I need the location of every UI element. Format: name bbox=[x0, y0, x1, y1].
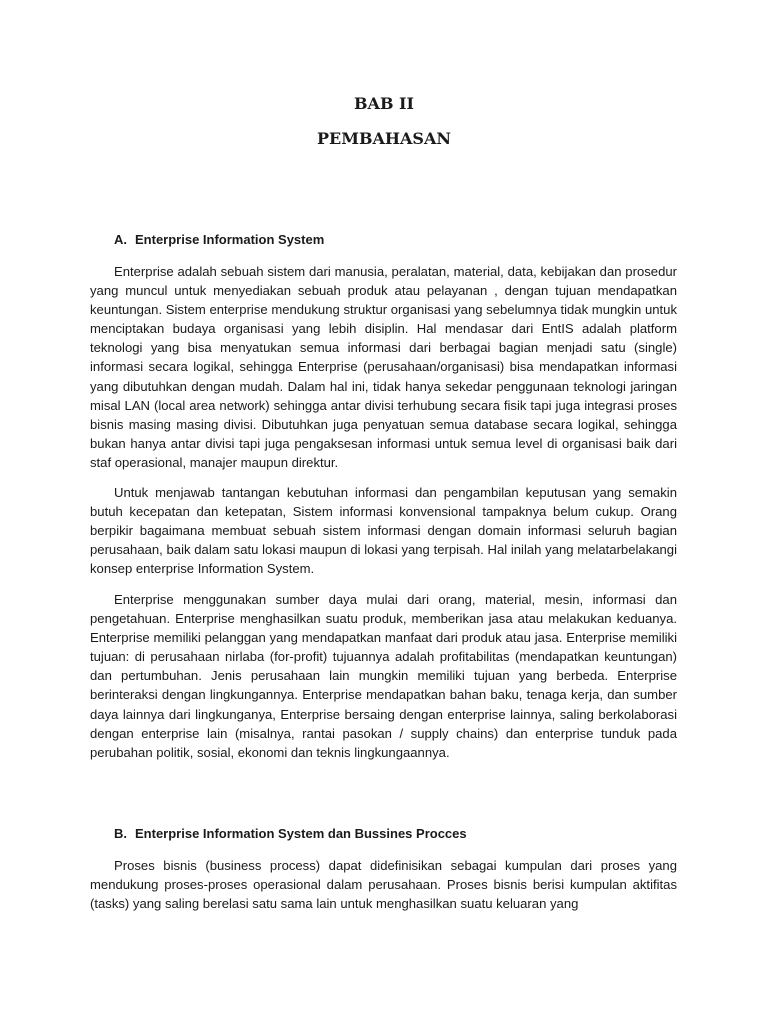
section-a-heading bbox=[114, 232, 324, 247]
section-a-title: Enterprise Information System bbox=[135, 232, 325, 247]
section-a-letter: A. bbox=[114, 232, 127, 247]
section-a-paragraph-2: Untuk menjawab tantangan kebutuhan informasi dan pengambilan keputusan yang semakin butuh kecepatan dan ketepatan, Sistem informasi konvensional tampaknya belum cukup. Orang berpikir bagaimana membuat sebuah sistem informasi dengan domain informasi seluruh bagian perusahaan, baik dalam satu lokasi maupun di lokasi yang terpisah. Hal inilah yang melatarbelakangi konsep enterprise Information System. bbox=[90, 485, 677, 577]
section-a-paragraph-3: Enterprise menggunakan sumber daya mulai dari orang, material, mesin, informasi dan pengetahuan. Enterprise menghasilkan suatu produk, memberikan jasa atau melakukan keduanya. Enterprise memiliki pelanggan yang mendapatkan manfaat dari produk atau jasa. Enterprise memiliki tujuan: di perusahaan nirlaba (for-profit) tujuannya adalah profitabilitas (mendapatkan keuntungan) dan pertumbuhan. Jenis perusahaan lain mungkin memiliki tujuan yang berbeda. Enterprise berinteraksi dengan lingkungannya. Enterprise mendapatkan bahan baku, tenaga kerja, dan sumber daya lainnya dari lingkunganya, Enterprise bersaing dengan enterprise lainnya, saling berkolaborasi dengan enterprise lain (misalnya, rantai pasokan / supply chains) dan enterprise tunduk pada perubahan politik, sosial, ekonomi dan teknis lingkungaannya. bbox=[90, 592, 677, 760]
chapter-number: BAB II bbox=[354, 94, 414, 113]
section-b-paragraph-1: Proses bisnis (business process) dapat didefinisikan sebagai kumpulan dari proses yang mendukung proses-proses operasional dalam perusahaan. Proses bisnis berisi kumpulan aktifitas (tasks) yang saling berelasi satu sama lain untuk menghasilkan suatu keluaran yang bbox=[90, 858, 677, 912]
section-b-heading bbox=[114, 826, 467, 841]
section-b-letter: B. bbox=[114, 826, 127, 841]
chapter-title: PEMBAHASAN bbox=[317, 129, 451, 148]
section-a-paragraph-1: Enterprise adalah sebuah sistem dari manusia, peralatan, material, data, kebijakan dan prosedur yang muncul untuk menyediakan sebuah produk atau pelayanan , dengan tujuan mendapatkan keuntungan. Sistem enterprise mendukung struktur organisasi yang sebelumnya tidak mungkin untuk menciptakan budaya organisasi yang lebih disiplin. Hal mendasar dari EntIS adalah platform teknologi yang bisa menyatukan semua informasi dari berbagai bagian menjadi satu (single) informasi secara logikal, sehingga Enterprise (perusahaan/organisasi) bisa mendapatkan informasi yang dibutuhkan dengan mudah. Dalam hal ini, tidak hanya sekedar penggunaan teknologi jaringan misal LAN (local area network) sehingga antar divisi terhubung secara fisik tapi juga integrasi proses bisnis masing masing divisi. Dibutuhkan juga penyatuan semua database secara logikal, sehingga bukan hanya antar divisi tapi juga pengaksesan informasi untuk semua level di organisasi baik dari staf operasional, manajer maupun direktur. bbox=[90, 264, 677, 470]
section-b-title: Enterprise Information System dan Bussines Procces bbox=[135, 826, 467, 841]
